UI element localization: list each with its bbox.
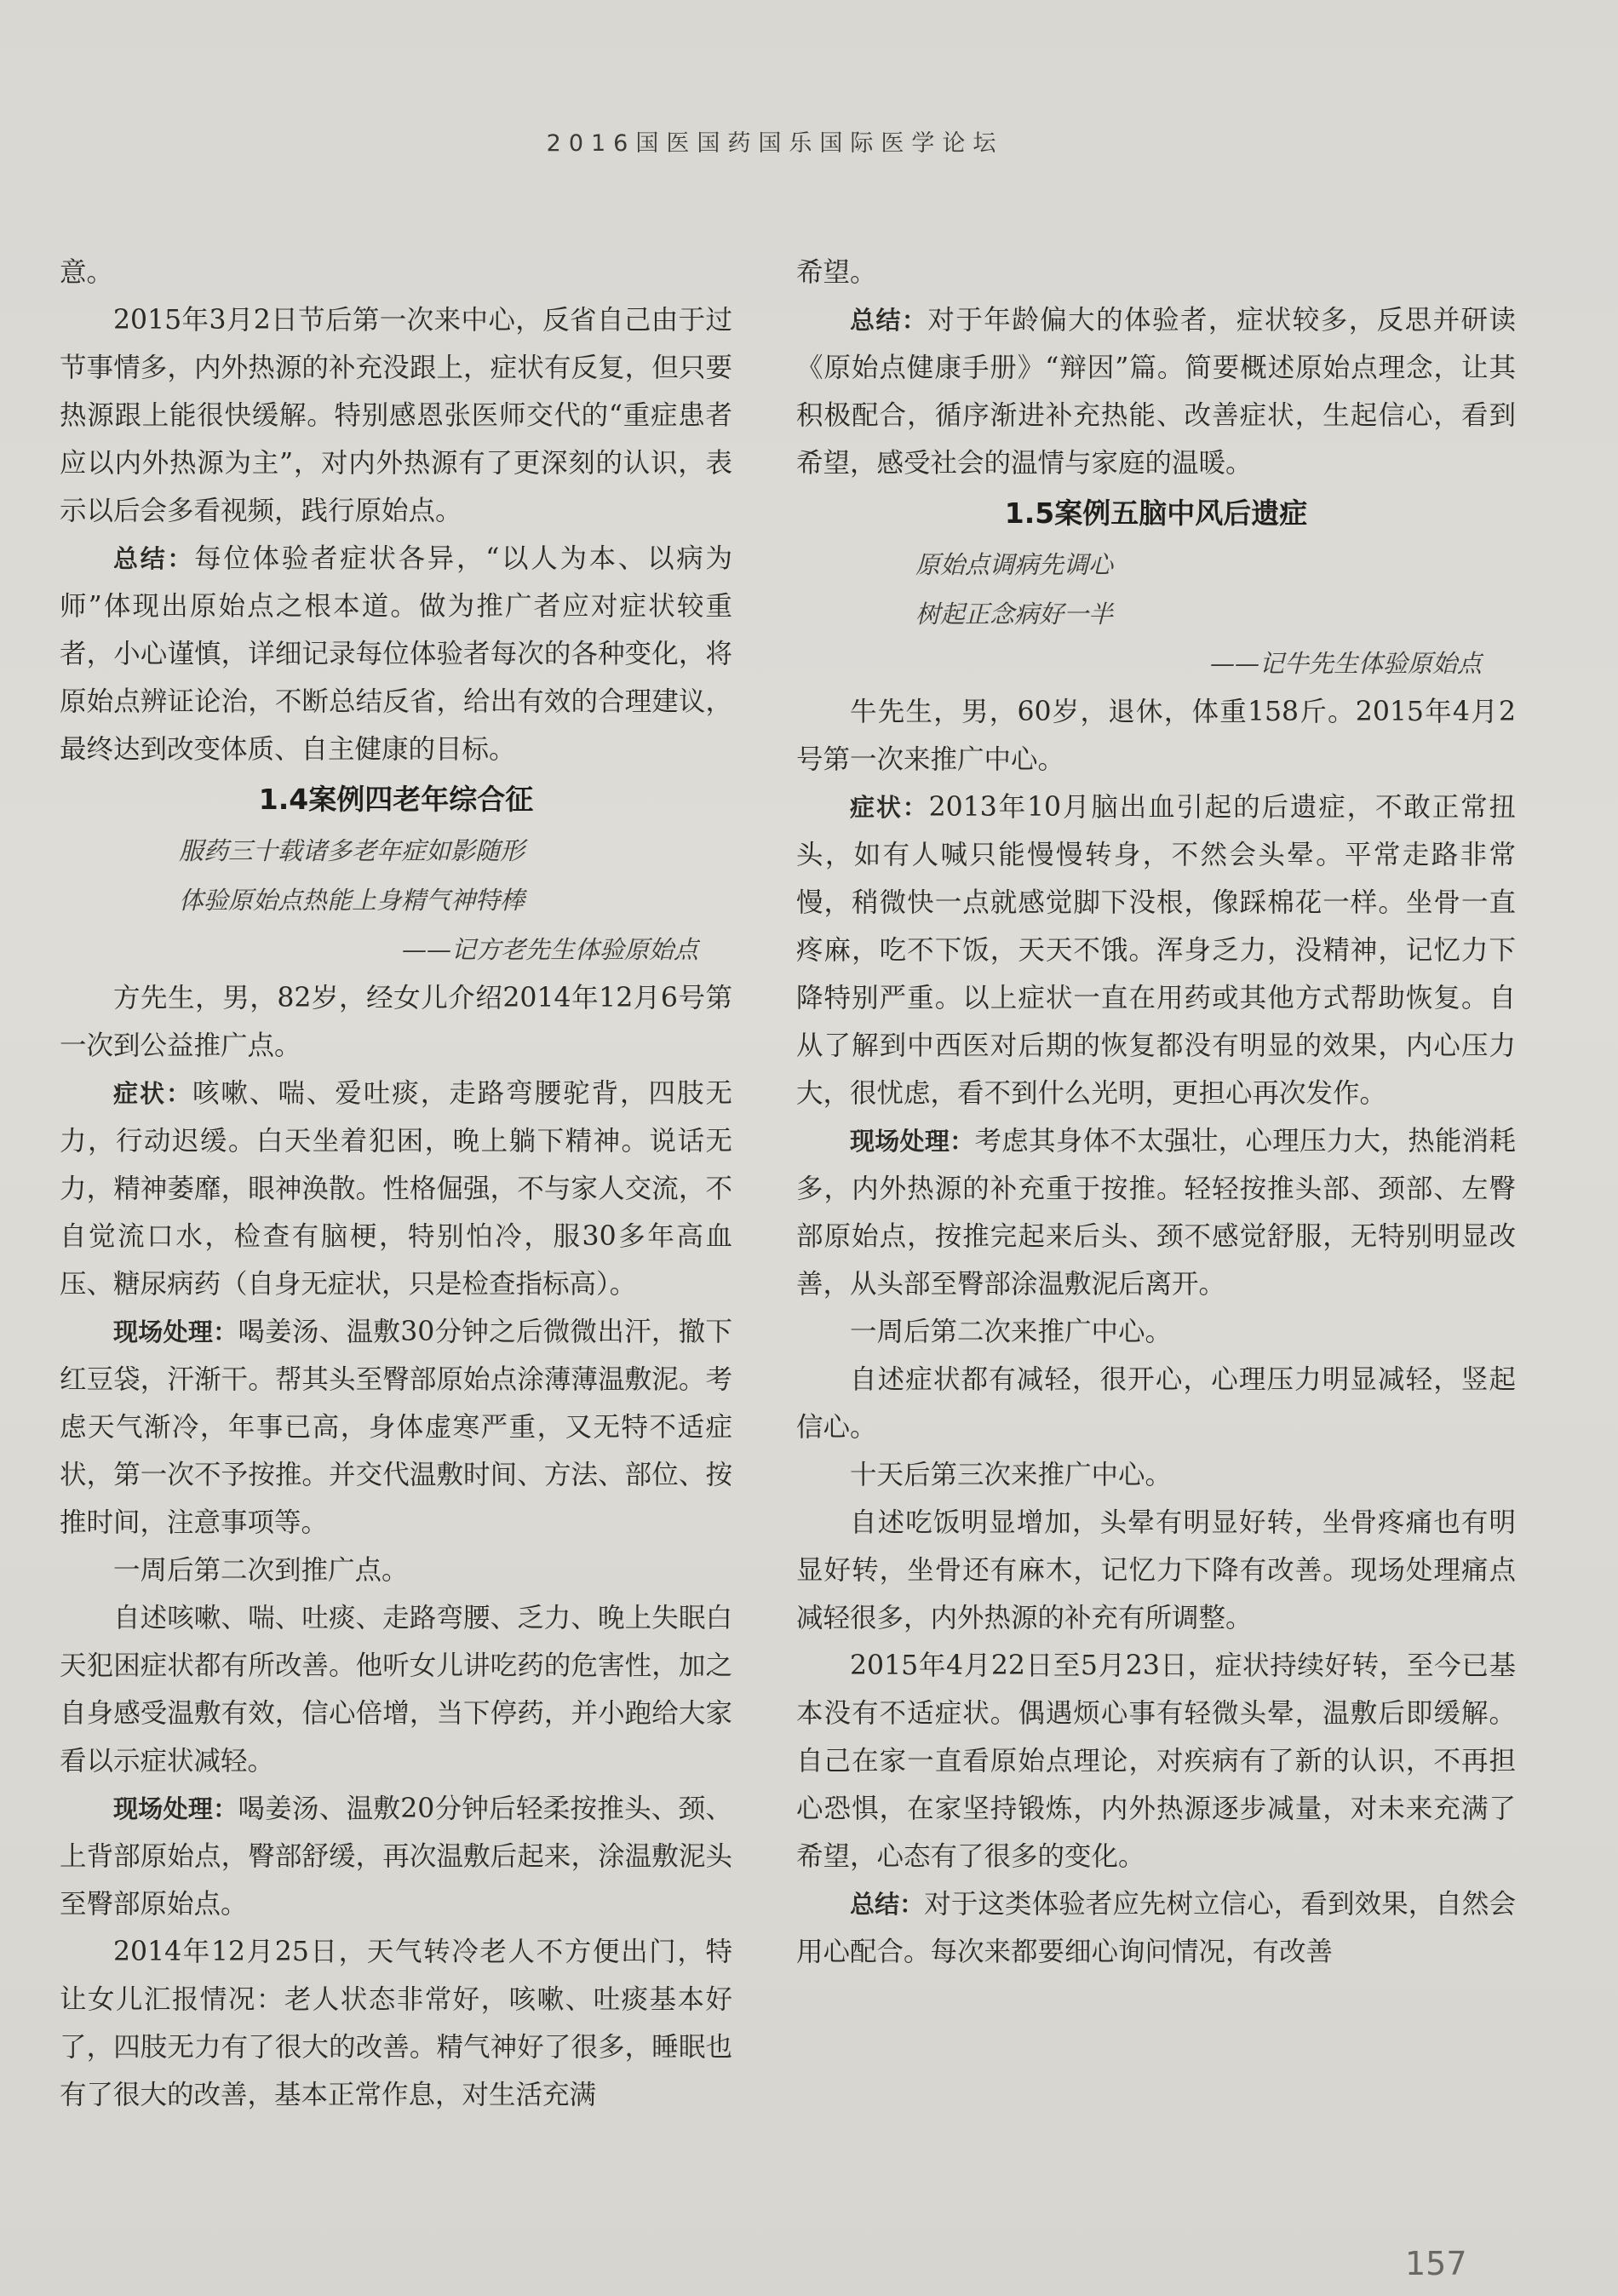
symptom-paragraph: 症状：2013年10月脑出血引起的后遗症，不敢正常扭头，如有人喊只能慢慢转身，不然会头晕。平常走路非常慢，稍微快一点就感觉脚下没根，像踩棉花一样。坐骨一直疼麻，吃不下饭，天天不饿。浑身乏力，没精神，记忆力下降特别严重。以上症状一直在用药或其他方式帮助恢复。自从了解到中西医对后期的恢复都没有明显的效果，内心压力大，很忧虑，看不到什么光明，更担心再次发作。 — [796, 792, 1516, 1109]
paragraph: 意。 — [60, 257, 114, 288]
treatment-paragraph: 现场处理：考虑其身体不太强壮，心理压力大，热能消耗多，内外热源的补充重于按推。轻轻按推头部、颈部、左臀部原始点，按推完起来后头、颈不感觉舒服，无特别明显改善，从头部至臀部涂温敷泥后离开。 — [796, 1126, 1516, 1300]
paragraph: 2015年3月2日节后第一次来中心，反省自己由于过节事情多，内外热源的补充没跟上，症状有反复，但只要热源跟上能很快缓解。特别感恩张医师交代的“重症患者应以内外热源为主”，对内外热源有了更深刻的认识，表示以后会多看视频，践行原始点。 — [60, 305, 732, 526]
paragraph: 一周后第二次来推广中心。 — [850, 1317, 1173, 1347]
verse-attribution: ——记方老先生体验原始点 — [401, 935, 698, 964]
left-column — [60, 249, 732, 2119]
paragraph: 方先生，男，82岁，经女儿介绍2014年12月6号第一次到公益推广点。 — [60, 983, 732, 1061]
verse-line: 服药三十载诸多老年症如影随形 — [179, 836, 525, 865]
symptom-label: 症状： — [850, 793, 929, 822]
page-number: 157 — [1405, 2245, 1467, 2282]
paragraph: 2014年12月25日，天气转冷老人不方便出门，特让女儿汇报情况：老人状态非常好，咳嗽、吐痰基本好了，四肢无力有了很大的改善。精气神好了很多，睡眠也有了很大的改善，基本正常作息，对生活充满 — [60, 1937, 732, 2110]
summary-paragraph: 总结：对于这类体验者应先树立信心，看到效果，自然会用心配合。每次来都要细心询问情况，有改善 — [796, 1889, 1516, 1967]
summary-label: 总结： — [850, 306, 928, 335]
verse-line: 体验原始点热能上身精气神特棒 — [179, 886, 525, 915]
paragraph: 牛先生，男，60岁，退休，体重158斤。2015年4月2号第一次来推广中心。 — [796, 697, 1516, 775]
symptom-label: 症状： — [113, 1079, 192, 1108]
treatment-paragraph: 现场处理：喝姜汤、温敷30分钟之后微微出汗，撤下红豆袋，汗渐干。帮其头至臀部原始点涂薄薄温敷泥。考虑天气渐冷，年事已高，身体虚寒严重，又无特不适症状，第一次不予按推。并交代温敷时间、方法、部位、按推时间，注意事项等。 — [60, 1317, 732, 1538]
summary-paragraph: 总结：对于年龄偏大的体验者，症状较多，反思并研读《原始点健康手册》“辩因”篇。简要概述原始点理念，让其积极配合，循序渐进补充热能、改善症状，生起信心，看到希望，感受社会的温情与家庭的温暖。 — [796, 305, 1516, 479]
treatment-label: 现场处理： — [850, 1127, 975, 1156]
summary-label: 总结： — [850, 1890, 925, 1919]
treatment-paragraph: 现场处理：喝姜汤、温敷20分钟后轻柔按推头、颈、上背部原始点，臀部舒缓，再次温敷后起来，涂温敷泥头至臀部原始点。 — [60, 1794, 732, 1920]
section-heading-1-5: 1.5案例五脑中风后遗症 — [1004, 497, 1308, 530]
verse-line: 树起正念病好一半 — [915, 600, 1114, 629]
right-column — [796, 249, 1516, 1976]
paragraph: 一周后第二次到推广点。 — [113, 1555, 409, 1586]
treatment-label: 现场处理： — [113, 1317, 238, 1346]
summary-label: 总结： — [113, 544, 195, 573]
paragraph: 希望。 — [796, 257, 877, 288]
paragraph: 2015年4月22日至5月23日，症状持续好转，至今已基本没有不适症状。偶遇烦心事有轻微头晕，温敷后即缓解。自己在家一直看原始点理论，对疾病有了新的认识，不再担心恐惧，在家坚持锻炼，内外热源逐步减量，对未来充满了希望，心态有了很多的变化。 — [796, 1650, 1516, 1872]
paragraph: 自述症状都有减轻，很开心，心理压力明显减轻，竖起信心。 — [796, 1364, 1516, 1443]
symptom-paragraph: 症状：咳嗽、喘、爱吐痰，走路弯腰驼背，四肢无力，行动迟缓。白天坐着犯困，晚上躺下精神。说话无力，精神萎靡，眼神涣散。性格倔强，不与家人交流，不自觉流口水，检查有脑梗，特别怕冷，服30多年高血压、糖尿病药（自身无症状，只是检查指标高）。 — [60, 1078, 732, 1300]
paragraph: 十天后第三次来推广中心。 — [850, 1460, 1173, 1490]
verse-line: 原始点调病先调心 — [915, 550, 1114, 579]
paragraph: 自述吃饭明显增加，头晕有明显好转，坐骨疼痛也有明显好转，坐骨还有麻木，记忆力下降有改善。现场处理痛点减轻很多，内外热源的补充有所调整。 — [796, 1507, 1516, 1633]
section-heading-1-4: 1.4案例四老年综合征 — [258, 783, 534, 816]
paragraph: 自述咳嗽、喘、吐痰、走路弯腰、乏力、晚上失眠白天犯困症状都有所改善。他听女儿讲吃药的危害性，加之自身感受温敷有效，信心倍增，当下停药，并小跑给大家看以示症状减轻。 — [60, 1603, 732, 1777]
running-header: 2016国医国药国乐国际医学论坛 — [546, 130, 1004, 157]
verse-attribution: ——记牛先生体验原始点 — [1209, 649, 1482, 678]
treatment-label: 现场处理： — [113, 1794, 238, 1823]
summary-paragraph: 总结：每位体验者症状各异，“以人为本、以病为师”体现出原始点之根本道。做为推广者应对症状较重者，小心谨慎，详细记录每位体验者每次的各种变化，将原始点辨证论治，不断总结反省，给出有效的合理建议，最终达到改变体质、自主健康的目标。 — [60, 543, 732, 765]
